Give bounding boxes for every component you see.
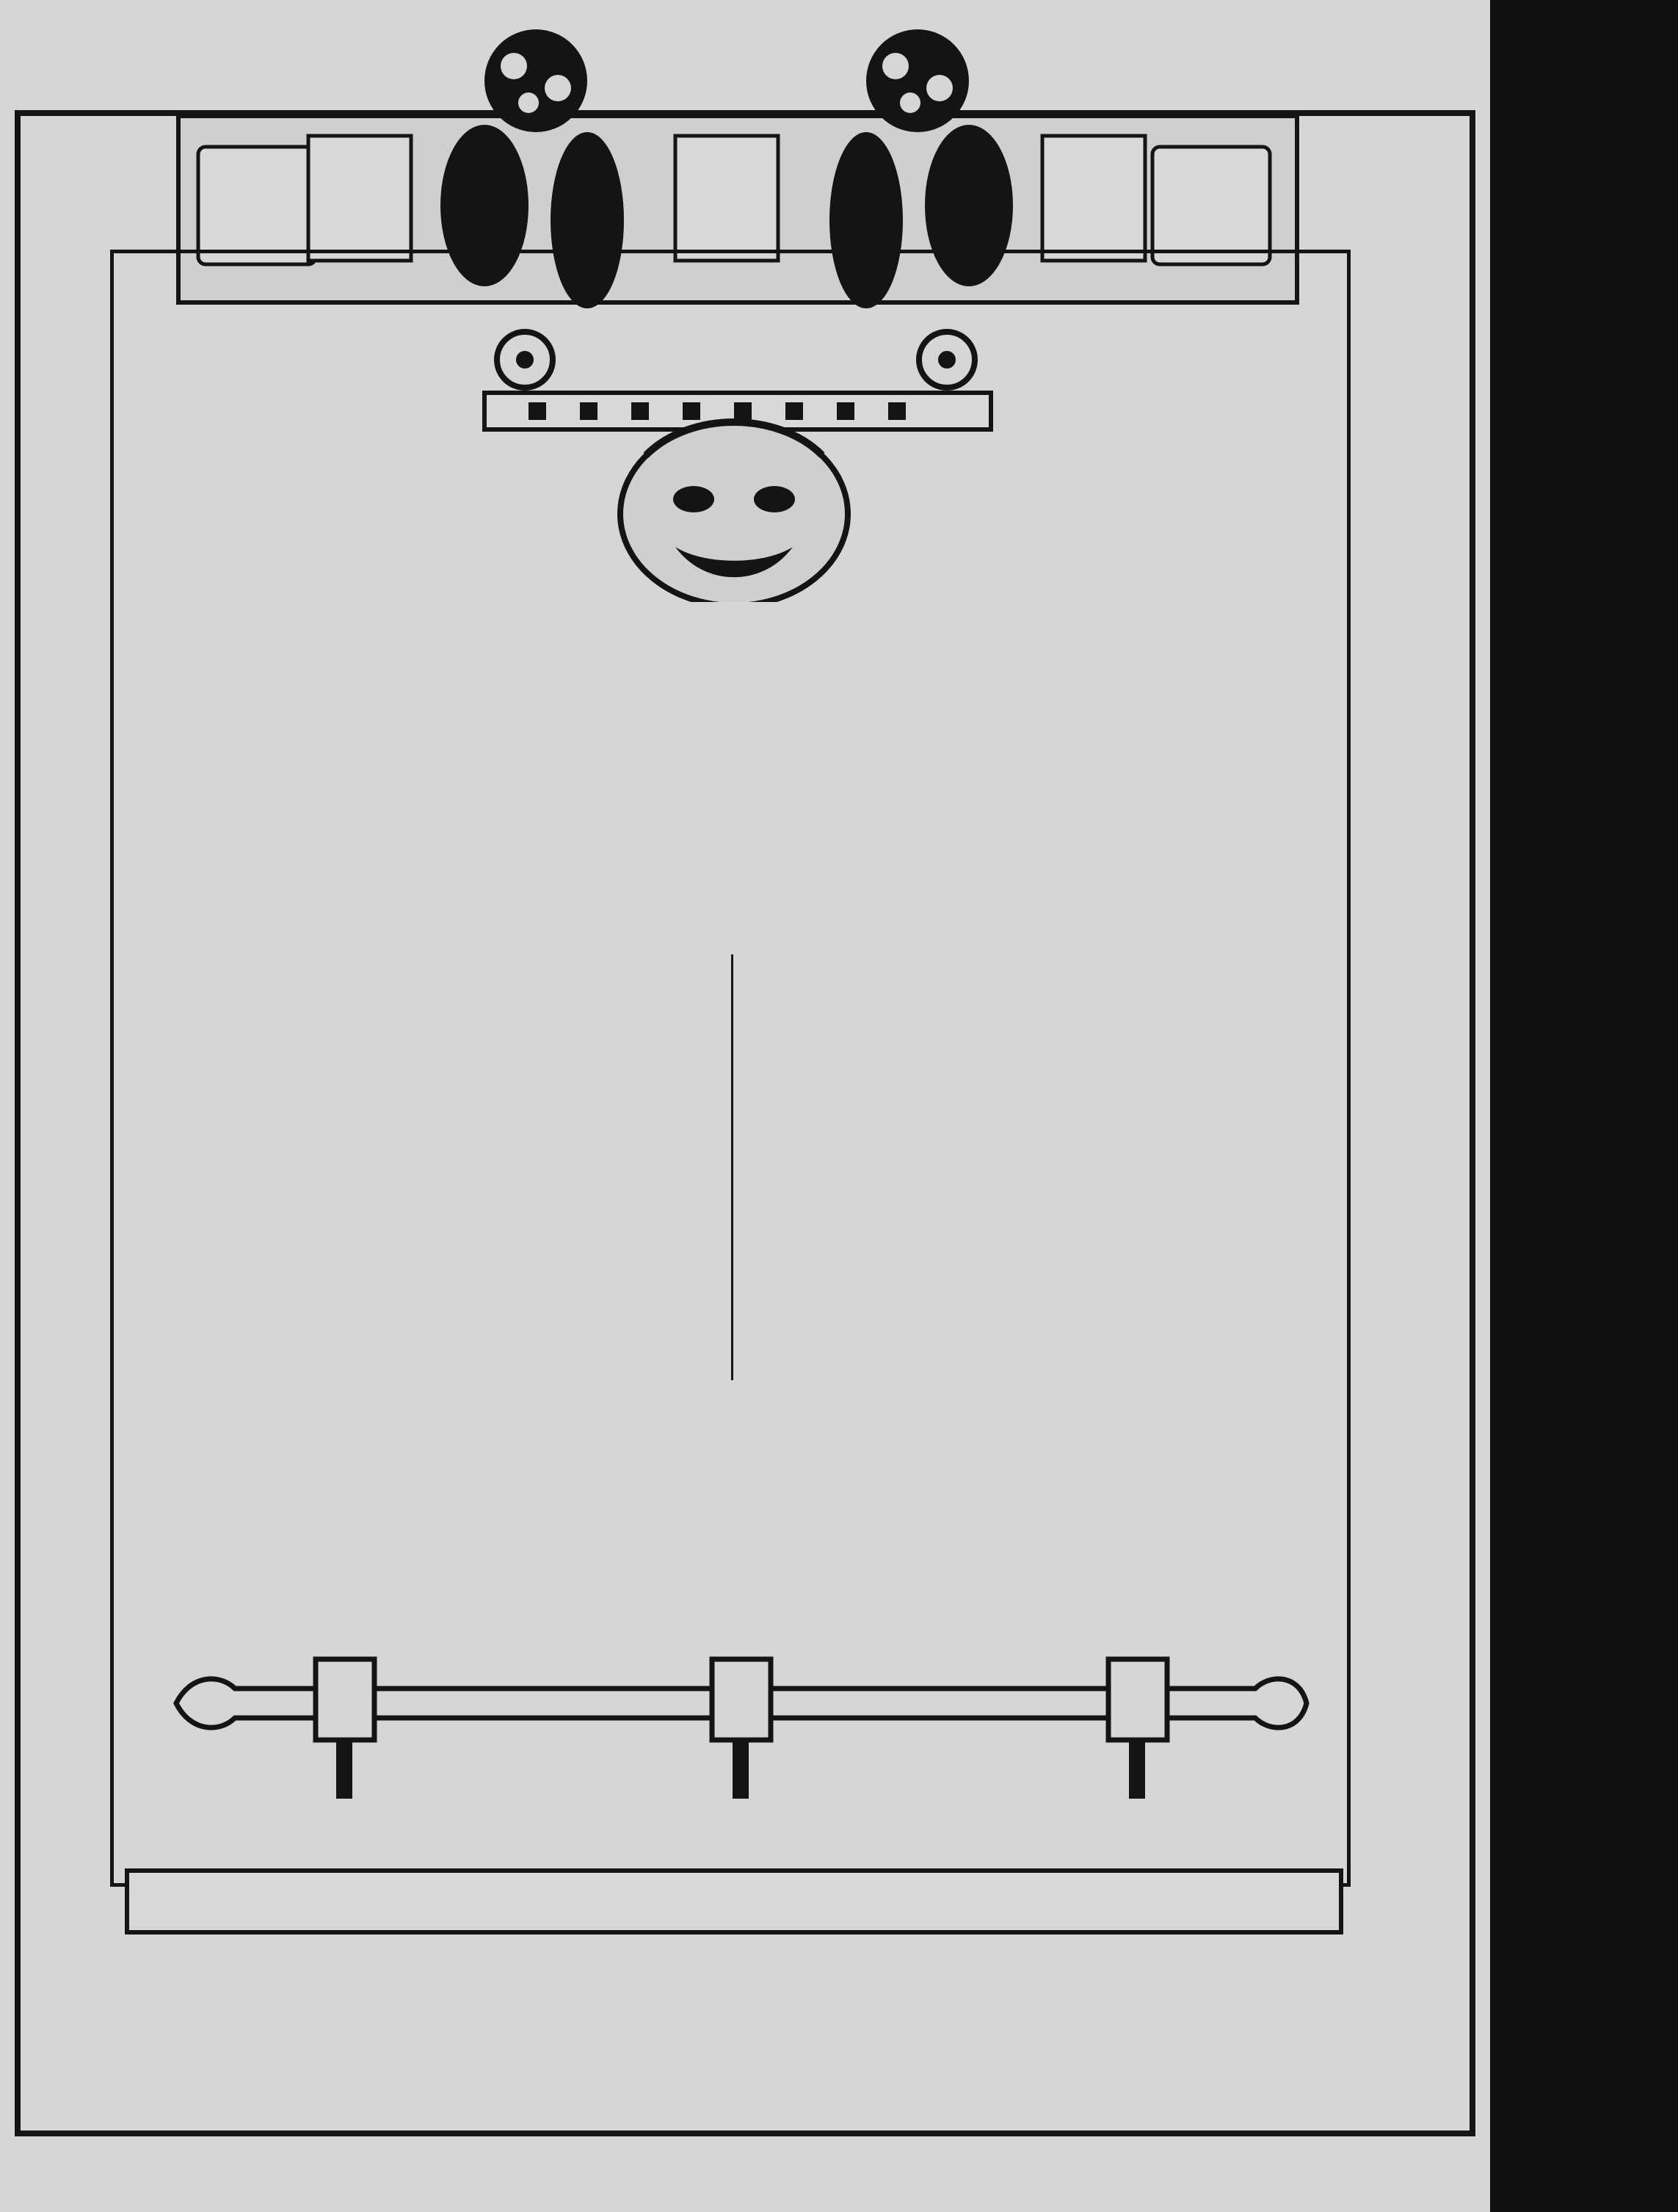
advertisement-footer [125, 1868, 1343, 1934]
inner-frame [110, 250, 1351, 1887]
scan-dark-edge [1490, 0, 1678, 2212]
